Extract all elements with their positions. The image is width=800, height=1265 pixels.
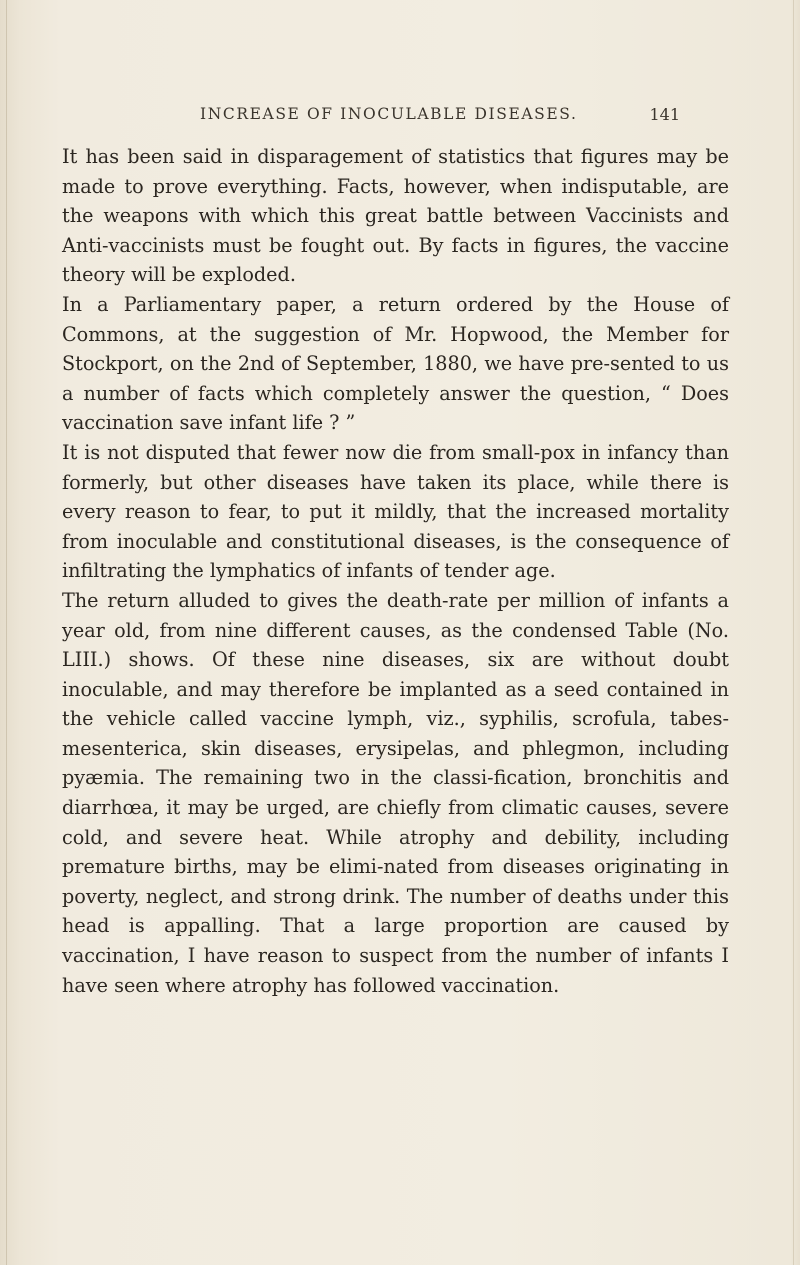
paragraph-statistics: It has been said in disparagement of statistics that figures may be made to prove everything. Facts, however, when indisputable, are the weapons with which this great battle between Vaccinists and Anti-vaccinists must be fought out. By facts in figures, the vaccine theory will be exploded. — [62, 145, 729, 287]
paragraph-parliamentary-paper: In a Parliamentary paper, a return ordered by the House of Commons, at the suggestion of Mr. Hopwood, the Member for Stockport, on the 2nd of September, 1880, we have pre-sented to us a number of facts which completely answer the question, “ Does vaccination save infant life ? ” — [62, 292, 729, 435]
page-number: 141 — [649, 105, 680, 124]
running-head — [150, 105, 680, 133]
page-edge — [793, 0, 794, 1265]
paragraph-death-rate: The return alluded to gives the death-rate per million of infants a year old, from nine different causes, as the condensed Table (No. LIII.) shows. Of these nine diseases, six are without doubt inoculable, and may therefore be implanted as a seed contained in the vehicle called vaccine lymph, viz., syphilis, scrofula, tabes-mesenterica, skin diseases, erysipelas, and phlegmon, including pyæmia. The remaining two in the classi-fication, bronchitis and diarrhœa, it may be urged, are chiefly from climatic causes, severe cold, and severe heat. While atrophy and debility, including premature births, may be elimi-nated from diseases originating in poverty, neglect, and strong drink. The number of deaths under this head is appalling. That a large proportion are caused by vaccination, I have reason to suspect from the number of infants I have seen where atrophy has followed vaccination. — [62, 588, 729, 997]
paragraph-small-pox: It is not disputed that fewer now die from small-pox in infancy than formerly, but other diseases have taken its place, while there is every reason to fear, to put it mildly, that the increased mortality from inoculable and constitutional diseases, is the consequence of infiltrating the lymphatics of infants of tender age. — [62, 440, 729, 583]
body-text — [62, 142, 729, 1000]
gutter-shadow — [6, 0, 7, 1265]
running-title: INCREASE OF INOCULABLE DISEASES. — [200, 105, 578, 123]
